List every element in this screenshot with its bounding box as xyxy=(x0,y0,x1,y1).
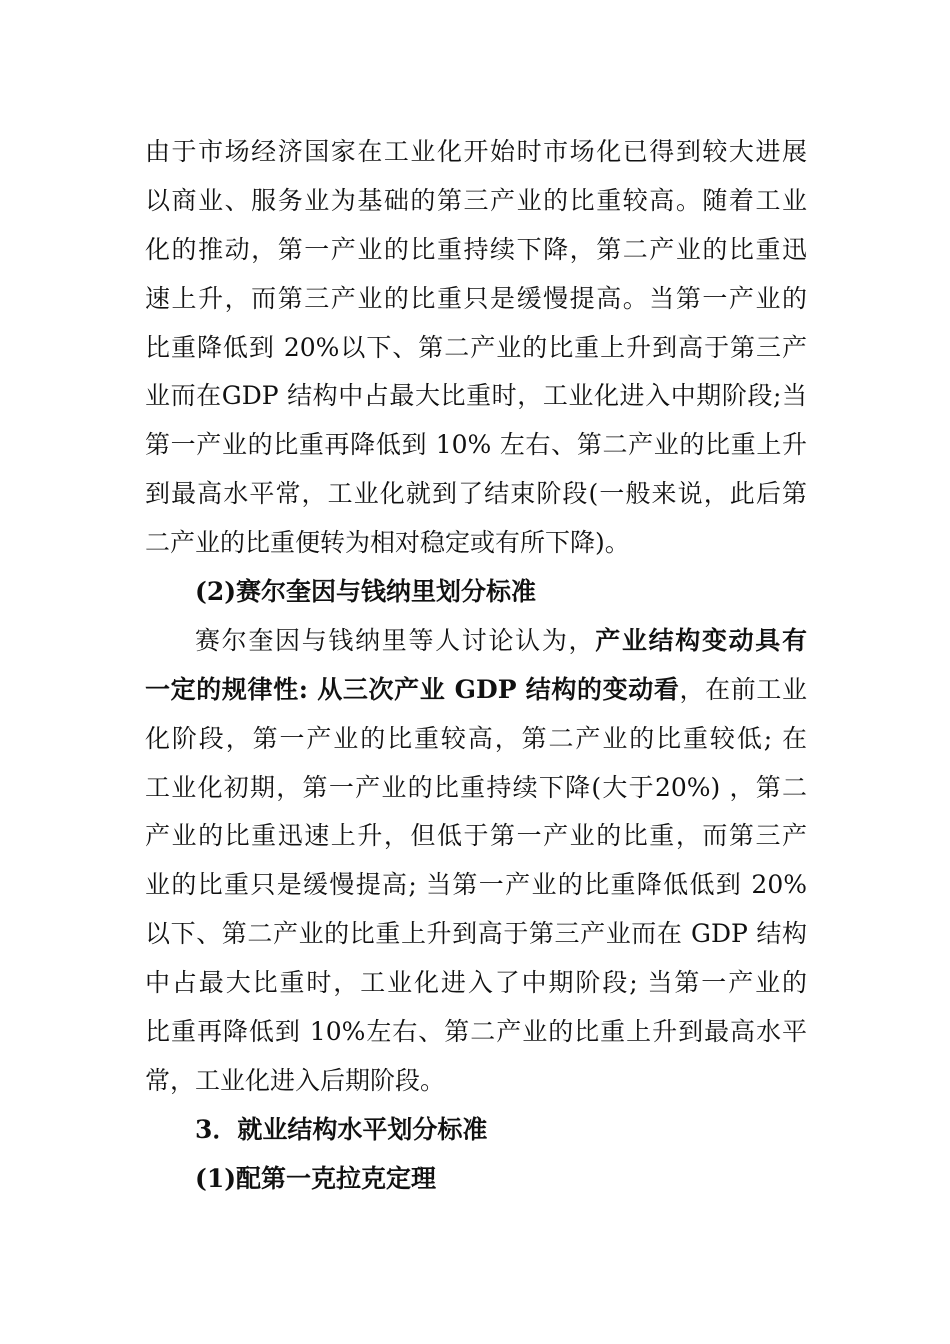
text-run: ，在前工业 xyxy=(679,674,807,704)
text-line: 中占最大比重时，工业化进入了中期阶段; 当第一产业的 xyxy=(145,968,807,998)
text-line: 业而在GDP 结构中占最大比重时，工业化进入中期阶段;当 xyxy=(145,381,807,411)
text-run: 赛尔奎因与钱纳里等人讨论认为， xyxy=(195,625,596,655)
text-line: 以商业、服务业为基础的第三产业的比重较高。随着工业 xyxy=(145,185,807,215)
text-line: 业的比重只是缓慢提高; 当第一产业的比重降低低到 20% xyxy=(145,870,807,900)
text-line: 产业的比重迅速上升，但低于第一产业的比重，而第三产 xyxy=(145,821,807,851)
text-line: 比重降低到 20%以下、第二产业的比重上升到高于第三产 xyxy=(145,332,807,362)
bold-run: 产业结构变动具有 xyxy=(595,625,807,655)
text-line: 到最高水平常，工业化就到了结束阶段(一般来说，此后第 xyxy=(145,479,807,509)
text-line: 化阶段，第一产业的比重较高，第二产业的比重较低; 在 xyxy=(145,723,807,753)
section-heading-3: 3．就业结构水平划分标准 xyxy=(195,1114,488,1144)
text-line: 化的推动，第一产业的比重持续下降，第二产业的比重迅 xyxy=(145,234,807,264)
section-heading-2: (2)赛尔奎因与钱纳里划分标准 xyxy=(195,577,537,607)
text-line: 工业化初期，第一产业的比重持续下降(大于20%) ，第二 xyxy=(145,772,807,802)
paragraph-2 xyxy=(145,617,807,1106)
text-line: 速上升，而第三产业的比重只是缓慢提高。当第一产业的 xyxy=(145,283,807,313)
text-line: 二产业的比重便转为相对稳定或有所下降)。 xyxy=(145,528,630,558)
text-line: 以下、第二产业的比重上升到高于第三产业而在 GDP 结构 xyxy=(145,919,807,949)
bold-run: 一定的规律性: 从三次产业 GDP 结构的变动看 xyxy=(145,674,680,704)
text-line: 常，工业化进入后期阶段。 xyxy=(145,1065,446,1095)
document-body xyxy=(145,128,807,1204)
text-line xyxy=(145,617,807,666)
paragraph-1 xyxy=(145,128,807,568)
text-line: 第一产业的比重再降低到 10% 左右、第二产业的比重上升 xyxy=(145,430,807,460)
text-line: 比重再降低到 10%左右、第二产业的比重上升到最高水平 xyxy=(145,1017,807,1047)
text-line: 由于市场经济国家在工业化开始时市场化已得到较大进展 xyxy=(145,137,807,166)
subsection-heading-3-1: (1)配第一克拉克定理 xyxy=(195,1163,437,1193)
text-line xyxy=(145,666,807,715)
